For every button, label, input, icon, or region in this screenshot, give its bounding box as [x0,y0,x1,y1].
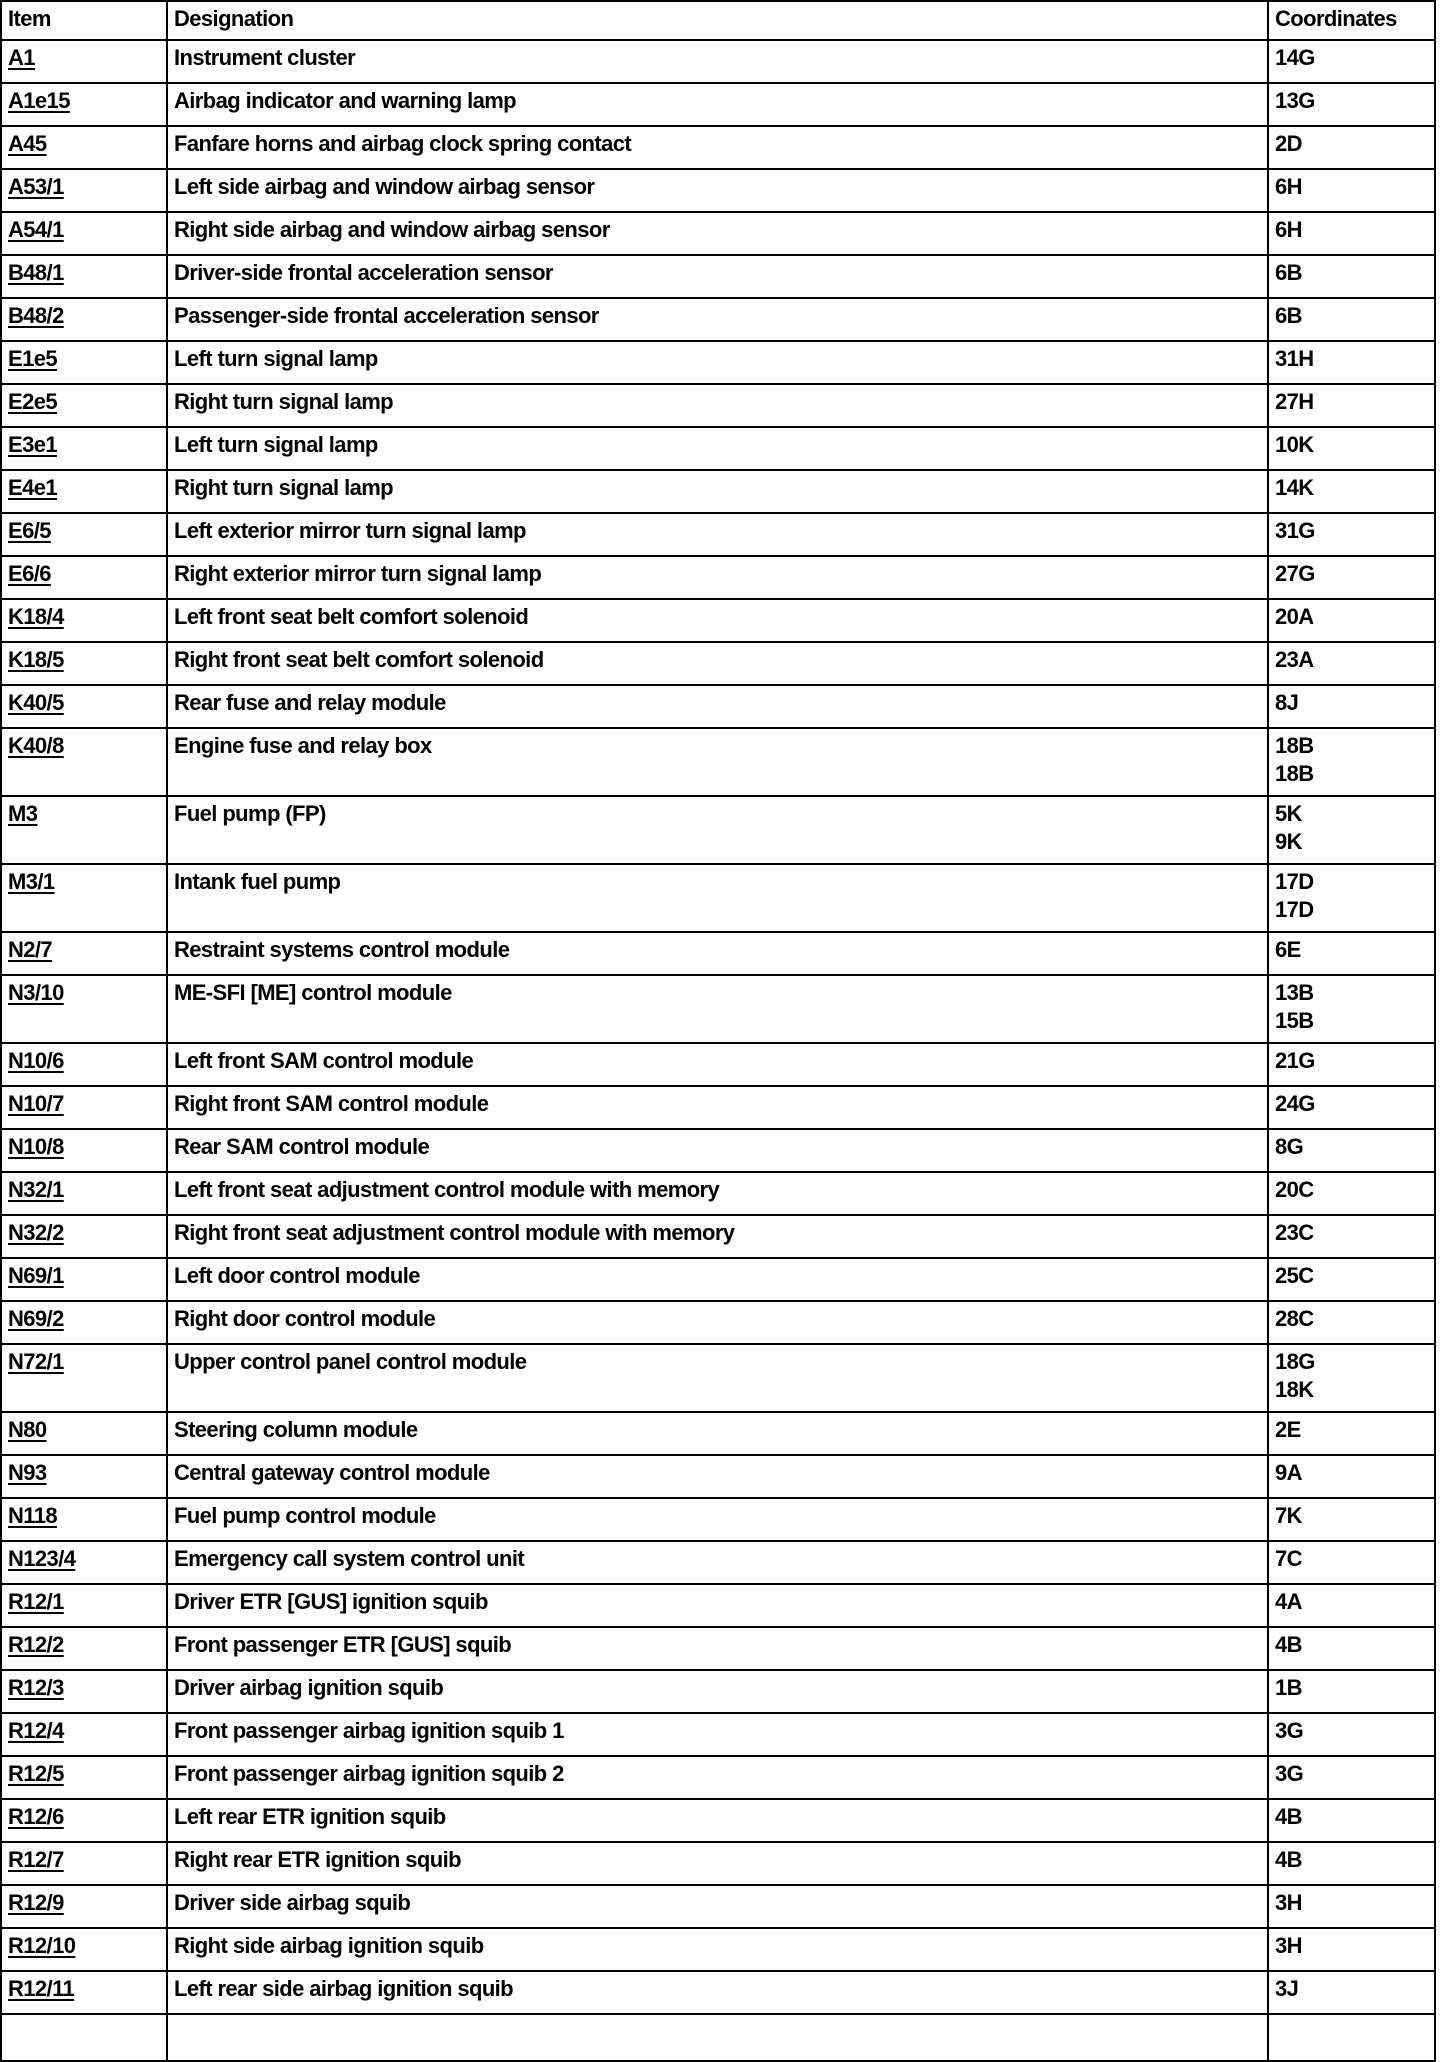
item-cell [1,728,167,796]
coordinate-value: 3H [1275,1933,1302,1958]
table-row [1,556,1435,599]
item-link[interactable]: R12/9 [8,1890,64,1915]
table-row [1,975,1435,1043]
designation-cell: Right exterior mirror turn signal lamp [167,556,1268,599]
coordinates-cell [1268,126,1435,169]
item-link[interactable]: R12/5 [8,1761,64,1786]
coordinate-value: 18B [1275,733,1314,758]
item-link[interactable]: N10/6 [8,1048,64,1073]
designation-cell: Left front seat belt comfort solenoid [167,599,1268,642]
designation-cell: Right door control module [167,1301,1268,1344]
item-link[interactable]: A53/1 [8,174,64,199]
item-cell [1,341,167,384]
item-link[interactable]: R12/6 [8,1804,64,1829]
item-link[interactable]: R12/11 [8,1976,75,2001]
item-cell [1,685,167,728]
designation-cell: Rear fuse and relay module [167,685,1268,728]
coordinates-cell [1268,1756,1435,1799]
table-row [1,1043,1435,1086]
table-row [1,1842,1435,1885]
coordinates-cell [1268,470,1435,513]
coordinates-cell [1268,255,1435,298]
designation-cell: Left door control module [167,1258,1268,1301]
coordinates-cell [1268,169,1435,212]
item-cell [1,384,167,427]
coordinates-cell [1268,1498,1435,1541]
table-row [1,599,1435,642]
table-row [1,796,1435,864]
table-row [1,341,1435,384]
coordinate-value: 13G [1275,88,1315,113]
coordinate-value: 3G [1275,1761,1304,1786]
coordinate-value: 5K [1275,801,1302,826]
coordinate-value: 23A [1275,647,1314,672]
empty-table-row [1,2014,1435,2061]
coordinate-value: 1B [1275,1675,1302,1700]
item-cell [1,1455,167,1498]
table-row [1,1258,1435,1301]
table-row [1,1455,1435,1498]
table-row [1,126,1435,169]
item-link[interactable]: A45 [8,131,47,156]
table-row [1,1541,1435,1584]
coordinate-value: 4B [1275,1632,1302,1657]
table-row [1,384,1435,427]
coordinates-cell [1268,864,1435,932]
coordinates-cell [1268,1799,1435,1842]
designation-cell: Driver airbag ignition squib [167,1670,1268,1713]
coordinate-value: 23C [1275,1220,1314,1245]
designation-cell: Left side airbag and window airbag sensor [167,169,1268,212]
designation-cell: Left rear ETR ignition squib [167,1799,1268,1842]
coordinate-value: 25C [1275,1263,1314,1288]
coordinate-value: 9A [1275,1460,1302,1485]
coordinates-cell [1268,83,1435,126]
header-coordinates: Coordinates [1268,1,1435,40]
designation-cell: Right side airbag ignition squib [167,1928,1268,1971]
table-body [1,40,1435,2061]
item-cell [1,1756,167,1799]
table-row [1,1885,1435,1928]
coordinates-cell [1268,298,1435,341]
designation-cell: Front passenger ETR [GUS] squib [167,1627,1268,1670]
designation-cell: Right turn signal lamp [167,470,1268,513]
coordinates-cell [1268,1301,1435,1344]
coordinates-cell [1268,1455,1435,1498]
header-item: Item [1,1,167,40]
item-cell [1,1799,167,1842]
table-header-row [1,1,1435,40]
coordinate-value: 21G [1275,1048,1315,1073]
designation-cell: Right front SAM control module [167,1086,1268,1129]
coordinate-value: 9K [1275,829,1302,854]
table-row [1,40,1435,83]
designation-cell: Left front seat adjustment control module with memory [167,1172,1268,1215]
table-row [1,1086,1435,1129]
item-cell [1,1129,167,1172]
item-link[interactable]: N3/10 [8,980,64,1005]
table-row [1,1498,1435,1541]
coordinates-cell [1268,1842,1435,1885]
designation-cell: Right rear ETR ignition squib [167,1842,1268,1885]
item-cell [1,1584,167,1627]
coordinate-value: 14K [1275,475,1314,500]
item-cell [1,1928,167,1971]
item-cell [1,298,167,341]
item-cell [1,1842,167,1885]
coordinate-value: 13B [1275,980,1314,1005]
item-link[interactable]: N80 [8,1417,47,1442]
coordinates-cell [1268,728,1435,796]
coordinates-cell [1268,932,1435,975]
item-link[interactable]: R12/4 [8,1718,64,1743]
table-row [1,1756,1435,1799]
table-row [1,1301,1435,1344]
empty-cell [1,2014,167,2061]
coordinates-cell [1268,599,1435,642]
coordinate-value: 4A [1275,1589,1302,1614]
item-link[interactable]: A1e15 [8,88,70,113]
designation-cell: Engine fuse and relay box [167,728,1268,796]
coordinate-value: 15B [1275,1008,1314,1033]
item-link[interactable]: E6/6 [8,561,51,586]
item-cell [1,1258,167,1301]
item-cell [1,796,167,864]
empty-cell [1268,2014,1435,2061]
coordinate-value: 17D [1275,897,1314,922]
coordinates-cell [1268,1412,1435,1455]
designation-cell: Left turn signal lamp [167,341,1268,384]
table-row [1,864,1435,932]
coordinate-value: 2D [1275,131,1302,156]
coordinates-cell [1268,1713,1435,1756]
item-link[interactable]: E2e5 [8,389,57,414]
designation-cell: ME-SFI [ME] control module [167,975,1268,1043]
item-link[interactable]: K18/4 [8,604,64,629]
designation-cell: Rear SAM control module [167,1129,1268,1172]
table-row [1,1713,1435,1756]
item-cell [1,1498,167,1541]
coordinate-value: 31H [1275,346,1314,371]
item-cell [1,1670,167,1713]
item-cell [1,1885,167,1928]
coordinate-value: 3G [1275,1718,1304,1743]
item-link[interactable]: R12/7 [8,1847,64,1872]
designation-cell: Instrument cluster [167,40,1268,83]
item-link[interactable]: N93 [8,1460,47,1485]
table-row [1,169,1435,212]
item-cell [1,1971,167,2014]
coordinates-cell [1268,1627,1435,1670]
item-link[interactable]: N72/1 [8,1349,64,1374]
item-link[interactable]: K40/5 [8,690,64,715]
item-cell [1,212,167,255]
designation-cell: Right turn signal lamp [167,384,1268,427]
designation-cell: Fanfare horns and airbag clock spring contact [167,126,1268,169]
item-link[interactable]: N69/2 [8,1306,64,1331]
coordinate-value: 24G [1275,1091,1315,1116]
coordinate-value: 27H [1275,389,1314,414]
designation-cell: Emergency call system control unit [167,1541,1268,1584]
coordinate-value: 31G [1275,518,1315,543]
designation-cell: Driver side airbag squib [167,1885,1268,1928]
item-link[interactable]: N10/8 [8,1134,64,1159]
coordinate-value: 27G [1275,561,1315,586]
empty-cell [167,2014,1268,2061]
coordinate-value: 6B [1275,260,1302,285]
item-cell [1,255,167,298]
coordinates-cell [1268,212,1435,255]
coordinate-value: 7K [1275,1503,1302,1528]
table-row [1,932,1435,975]
item-link[interactable]: R12/3 [8,1675,64,1700]
item-cell [1,642,167,685]
coordinates-cell [1268,1971,1435,2014]
designation-cell: Left rear side airbag ignition squib [167,1971,1268,2014]
coordinates-cell [1268,1885,1435,1928]
item-cell [1,470,167,513]
coordinate-value: 3H [1275,1890,1302,1915]
designation-cell: Right side airbag and window airbag sensor [167,212,1268,255]
item-link[interactable]: N2/7 [8,937,53,962]
coordinate-value: 6H [1275,217,1302,242]
table-row [1,298,1435,341]
item-cell [1,40,167,83]
designation-cell: Driver ETR [GUS] ignition squib [167,1584,1268,1627]
coordinate-value: 4B [1275,1804,1302,1829]
table-row [1,1215,1435,1258]
coordinates-cell [1268,513,1435,556]
coordinates-cell [1268,1541,1435,1584]
coordinates-cell [1268,1670,1435,1713]
item-link[interactable]: N10/7 [8,1091,64,1116]
item-link[interactable]: E1e5 [8,346,57,371]
coordinates-cell [1268,427,1435,470]
coordinate-value: 14G [1275,45,1315,70]
item-cell [1,1043,167,1086]
coordinates-cell [1268,1258,1435,1301]
table-row [1,513,1435,556]
table-row [1,1627,1435,1670]
coordinate-value: 20C [1275,1177,1314,1202]
designation-cell: Left front SAM control module [167,1043,1268,1086]
designation-cell: Left turn signal lamp [167,427,1268,470]
item-cell [1,83,167,126]
coordinates-cell [1268,1129,1435,1172]
coordinates-cell [1268,1344,1435,1412]
designation-cell: Central gateway control module [167,1455,1268,1498]
table-row [1,255,1435,298]
coordinates-cell [1268,796,1435,864]
table-row [1,1172,1435,1215]
coordinate-value: 4B [1275,1847,1302,1872]
table-row [1,470,1435,513]
coordinate-value: 6E [1275,937,1301,962]
coordinate-value: 8J [1275,690,1299,715]
coordinates-cell [1268,1584,1435,1627]
coordinates-cell [1268,556,1435,599]
designation-cell: Upper control panel control module [167,1344,1268,1412]
item-link[interactable]: N32/2 [8,1220,64,1245]
item-cell [1,1713,167,1756]
table-row [1,1670,1435,1713]
coordinates-cell [1268,1172,1435,1215]
item-cell [1,1086,167,1129]
coordinates-cell [1268,642,1435,685]
item-link[interactable]: R12/1 [8,1589,64,1614]
item-link[interactable]: A1 [8,45,35,70]
designation-cell: Front passenger airbag ignition squib 1 [167,1713,1268,1756]
table-row [1,728,1435,796]
table-row [1,212,1435,255]
table-row [1,685,1435,728]
coordinate-value: 28C [1275,1306,1314,1331]
table-row [1,1412,1435,1455]
item-link[interactable]: E4e1 [8,475,57,500]
coordinate-value: 3J [1275,1976,1299,2001]
table-row [1,642,1435,685]
item-cell [1,126,167,169]
item-link[interactable]: R12/10 [8,1933,76,1958]
coordinate-value: 18B [1275,761,1314,786]
coordinate-value: 6B [1275,303,1302,328]
coordinate-value: 8G [1275,1134,1304,1159]
item-link[interactable]: K40/8 [8,733,64,758]
item-cell [1,599,167,642]
designation-cell: Right front seat belt comfort solenoid [167,642,1268,685]
item-link[interactable]: B48/1 [8,260,64,285]
item-cell [1,864,167,932]
item-cell [1,1215,167,1258]
table-row [1,1129,1435,1172]
item-cell [1,427,167,470]
item-link[interactable]: N118 [8,1503,57,1528]
coordinate-value: 10K [1275,432,1314,457]
item-cell [1,169,167,212]
table-row [1,1344,1435,1412]
item-cell [1,1627,167,1670]
item-cell [1,1301,167,1344]
coordinates-cell [1268,685,1435,728]
designation-cell: Fuel pump control module [167,1498,1268,1541]
designation-cell: Airbag indicator and warning lamp [167,83,1268,126]
item-cell [1,1412,167,1455]
header-designation: Designation [167,1,1268,40]
designation-cell: Passenger-side frontal acceleration sensor [167,298,1268,341]
item-link[interactable]: R12/2 [8,1632,64,1657]
coordinate-value: 20A [1275,604,1314,629]
table-row [1,427,1435,470]
coordinates-cell [1268,975,1435,1043]
coordinates-cell [1268,341,1435,384]
item-link[interactable]: N69/1 [8,1263,64,1288]
item-cell [1,513,167,556]
designation-cell: Fuel pump (FP) [167,796,1268,864]
coordinate-value: 18K [1275,1377,1314,1402]
item-link[interactable]: M3 [8,801,38,826]
item-link[interactable]: N32/1 [8,1177,64,1202]
coordinate-value: 7C [1275,1546,1302,1571]
table-row [1,1971,1435,2014]
coordinates-cell [1268,1043,1435,1086]
item-link[interactable]: E3e1 [8,432,57,457]
table-row [1,1584,1435,1627]
table-row [1,1928,1435,1971]
coordinate-value: 17D [1275,869,1314,894]
designation-cell: Restraint systems control module [167,932,1268,975]
coordinates-cell [1268,1215,1435,1258]
item-cell [1,975,167,1043]
item-link[interactable]: N123/4 [8,1546,76,1571]
coordinates-cell [1268,1086,1435,1129]
coordinates-cell [1268,40,1435,83]
coordinate-value: 18G [1275,1349,1315,1374]
item-cell [1,1172,167,1215]
designation-cell: Right front seat adjustment control module with memory [167,1215,1268,1258]
table-row [1,1799,1435,1842]
coordinate-value: 2E [1275,1417,1301,1442]
item-link[interactable]: K18/5 [8,647,64,672]
designation-cell: Steering column module [167,1412,1268,1455]
coordinates-cell [1268,1928,1435,1971]
coordinate-value: 6H [1275,174,1302,199]
item-cell [1,556,167,599]
coordinates-cell [1268,384,1435,427]
item-link[interactable]: A54/1 [8,217,64,242]
item-link[interactable]: E6/5 [8,518,51,543]
item-cell [1,1344,167,1412]
item-cell [1,932,167,975]
table-row [1,83,1435,126]
item-link[interactable]: B48/2 [8,303,64,328]
designation-cell: Front passenger airbag ignition squib 2 [167,1756,1268,1799]
item-cell [1,1541,167,1584]
designation-cell: Intank fuel pump [167,864,1268,932]
designation-cell: Left exterior mirror turn signal lamp [167,513,1268,556]
designation-cell: Driver-side frontal acceleration sensor [167,255,1268,298]
item-link[interactable]: M3/1 [8,869,55,894]
